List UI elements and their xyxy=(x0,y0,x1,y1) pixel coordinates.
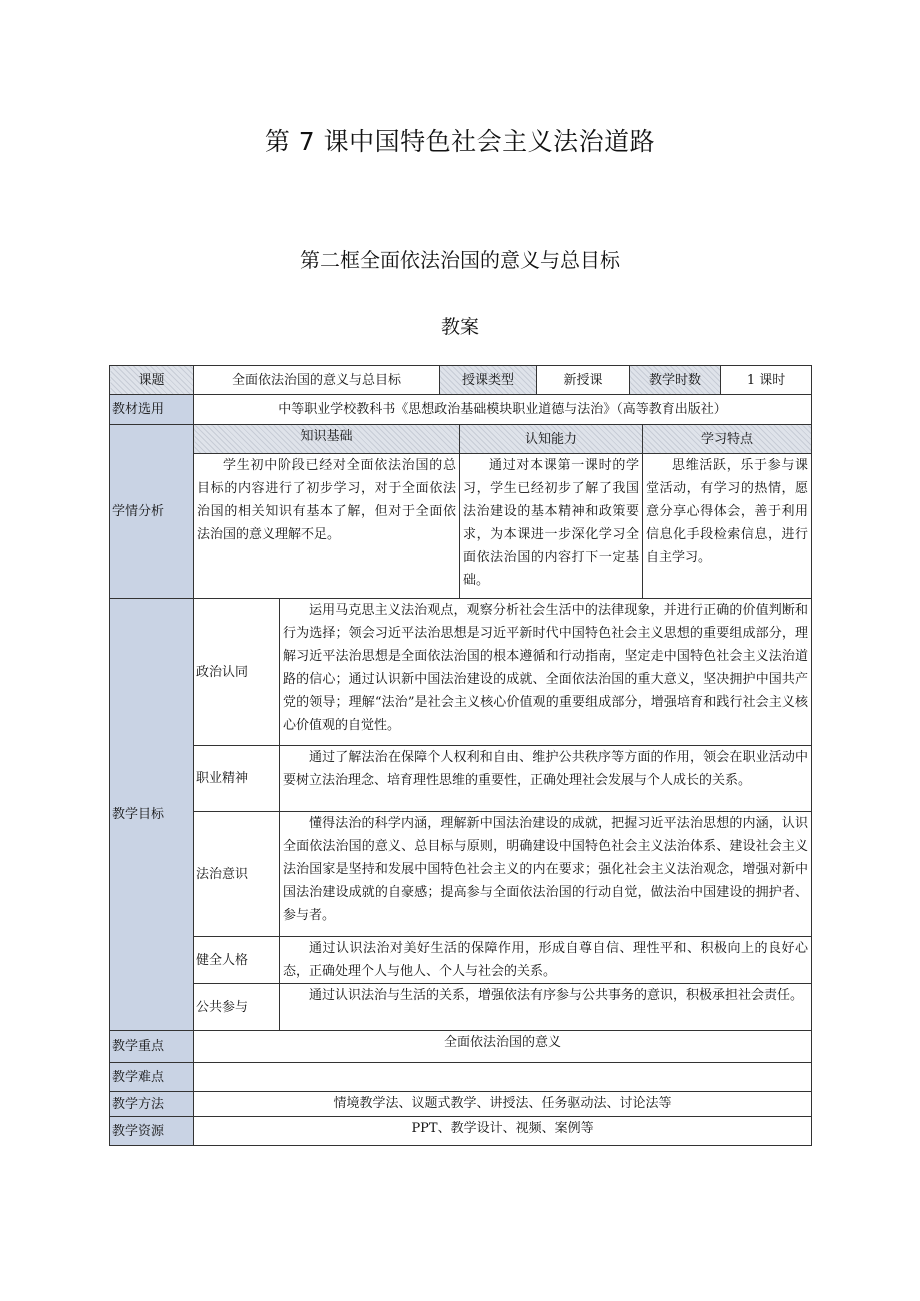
objective-name: 公共参与 xyxy=(194,984,280,1031)
textbook-value: 中等职业学校教科书《思想政治基础模块职业道德与法治》（高等教育出版社） xyxy=(194,395,812,425)
topic-value: 全面依法治国的意义与总目标 xyxy=(194,366,440,395)
methods-row xyxy=(110,1092,812,1117)
header-cognition: 认知能力 xyxy=(460,425,643,454)
textbook-row xyxy=(110,395,812,425)
objective-name: 健全人格 xyxy=(194,937,280,984)
objective-row xyxy=(110,937,812,984)
type-value: 新授课 xyxy=(537,366,630,395)
hours-label: 教学时数 xyxy=(630,366,721,395)
hours-value: 1 课时 xyxy=(721,366,812,395)
key-point-value: 全面依法治国的意义 xyxy=(194,1031,812,1063)
objective-text: 通过认识法治对美好生活的保障作用，形成自尊自信、理性平和、积极向上的良好心态，正确处理个人与他人、个人与社会的关系。 xyxy=(280,937,812,984)
learner-analysis-label: 学情分析 xyxy=(110,425,194,599)
textbook-label: 教材选用 xyxy=(110,395,194,425)
knowledge-cell: 学生初中阶段已经对全面依法治国的总目标的内容进行了初步学习，对于全面依法治国的相关知识有基本了解，但对于全面依法治国的意义理解不足。 xyxy=(194,454,460,599)
objective-text: 通过认识法治与生活的关系，增强依法有序参与公共事务的意识，积极承担社会责任。 xyxy=(280,984,812,1031)
difficulty-label: 教学难点 xyxy=(110,1063,194,1092)
learner-content-row xyxy=(110,454,812,599)
objective-text: 懂得法治的科学内涵，理解新中国法治建设的成就，把握习近平法治思想的内涵，认识全面依法治国的意义、总目标与原则，明确建设中国特色社会主义法治体系、建设社会主义法治国家是坚持和发展中国特色社会主义的内在要求；强化社会主义法治观念，增强对新中国法治建设成就的自豪感；提高参与全面依法治国的行动自觉，做法治中国建设的拥护者、参与者。 xyxy=(280,812,812,937)
objective-name: 法治意识 xyxy=(194,812,280,937)
objective-row xyxy=(110,812,812,937)
objective-row xyxy=(110,984,812,1031)
difficulty-row xyxy=(110,1063,812,1092)
learner-header-row xyxy=(110,425,812,454)
lesson-row xyxy=(110,366,812,395)
page-subtitle: 第二框全面依法治国的意义与总目标 xyxy=(300,248,620,272)
lesson-plan-table xyxy=(109,365,812,1146)
cognition-cell: 通过对本课第一课时的学习，学生已经初步了解了我国法治建设的基本精神和政策要求，为本课进一步深化学习全面依法治国的内容打下一定基础。 xyxy=(460,454,643,599)
objective-text: 通过了解法治在保障个人权利和自由、维护公共秩序等方面的作用，领会在职业活动中要树立法治理念、培育理性思维的重要性，正确处理社会发展与个人成长的关系。 xyxy=(280,746,812,812)
header-learning: 学习特点 xyxy=(643,425,812,454)
document-type: 教案 xyxy=(440,316,479,338)
methods-label: 教学方法 xyxy=(110,1092,194,1117)
header-knowledge: 知识基础 xyxy=(194,425,460,454)
resources-row xyxy=(110,1117,812,1146)
objective-name: 职业精神 xyxy=(194,746,280,812)
resources-value: PPT、教学设计、视频、案例等 xyxy=(194,1117,812,1146)
learning-cell: 思维活跃，乐于参与课堂活动，有学习的热情，愿意分享心得体会，善于利用信息化手段检索信息，进行自主学习。 xyxy=(643,454,812,599)
objective-name: 政治认同 xyxy=(194,599,280,746)
difficulty-value xyxy=(194,1063,812,1092)
page-title: 第 7 课中国特色社会主义法治道路 xyxy=(264,127,656,156)
methods-value: 情境教学法、议题式教学、讲授法、任务驱动法、讨论法等 xyxy=(194,1092,812,1117)
objective-text: 运用马克思主义法治观点，观察分析社会生活中的法律现象，并进行正确的价值判断和行为选择；领会习近平法治思想是习近平新时代中国特色社会主义思想的重要组成部分，理解习近平法治思想是全面依法治国的根本遵循和行动指南，坚定走中国特色社会主义法治道路的信心；通过认识新中国法治建设的成就、全面依法治国的重大意义，坚决拥护中国共产党的领导；理解“法治”是社会主义核心价值观的重要组成部分，增强培育和践行社会主义核心价值观的自觉性。 xyxy=(280,599,812,746)
resources-label: 教学资源 xyxy=(110,1117,194,1146)
topic-label: 课题 xyxy=(110,366,194,395)
objective-row xyxy=(110,746,812,812)
type-label: 授课类型 xyxy=(440,366,537,395)
key-point-label: 教学重点 xyxy=(110,1031,194,1063)
objectives-label: 教学目标 xyxy=(110,599,194,1031)
objective-row xyxy=(110,599,812,746)
key-point-row xyxy=(110,1031,812,1063)
